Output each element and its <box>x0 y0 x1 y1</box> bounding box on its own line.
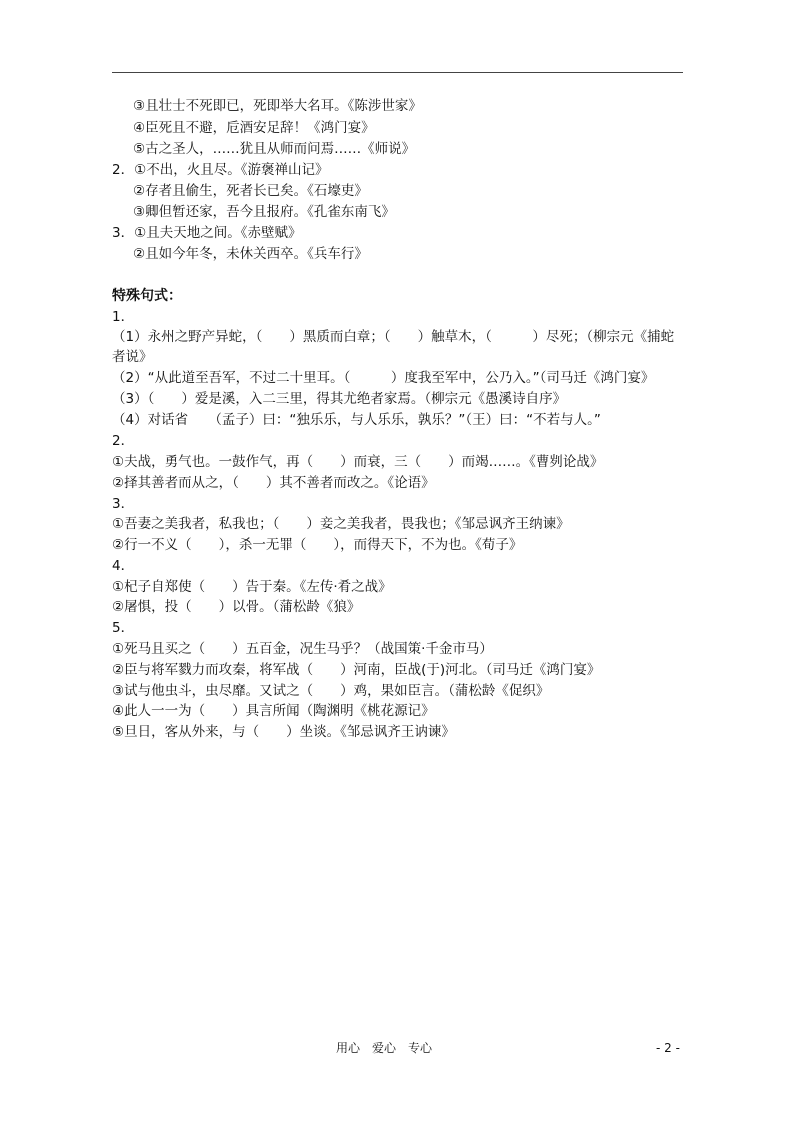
text-line: 3．①且夫天地之间。《赤壁赋》 <box>112 225 302 241</box>
text-line: ②且如今年冬，未休关西卒。《兵车行》 <box>133 246 368 262</box>
text-line: ⑤旦日，客从外来，与（ ）坐谈。《邹忌讽齐王讷谏》 <box>112 724 455 740</box>
text-line: （2）“从此道至吾军，不过二十里耳。（ ）度我至军中，公乃入。”（司马迁《鸿门宴》 <box>112 370 655 386</box>
text-line: 1． <box>112 309 135 325</box>
text-line: ③卿但暂还家，吾今且报府。《孔雀东南飞》 <box>133 204 395 220</box>
text-line: ①杞子自郑使（ ）告于秦。《左传·肴之战》 <box>112 579 392 595</box>
section-heading: 特殊句式： <box>112 288 182 304</box>
text-line: ②臣与将军戮力而攻秦，将军战（ ）河南，臣战(于)河北。（司马迁《鸿门宴》 <box>112 662 601 678</box>
text-line: 4． <box>112 558 135 574</box>
page-number: - 2 - <box>656 1041 680 1055</box>
text-line: （3）（ ）爱是溪，入二三里，得其尤绝者家焉。（柳宗元《愚溪诗自序》 <box>112 391 567 407</box>
text-line: ②择其善者而从之，（ ）其不善者而改之。《论语》 <box>112 475 435 491</box>
text-line: （4）对话省 （孟子）曰：“独乐乐，与人乐乐，孰乐？”（王）曰：“不若与人。” <box>112 412 601 428</box>
text-line: ④臣死且不避，卮酒安足辞！《鸿门宴》 <box>133 120 375 136</box>
text-line: ③试与他虫斗，虫尽靡。又试之（ ）鸡，果如臣言。（蒲松龄《促织》 <box>112 683 550 699</box>
text-line: ①死马且买之（ ）五百金，况生马乎？（战国策·千金市马） <box>112 641 493 657</box>
text-line: 2．①不出，火且尽。《游褒禅山记》 <box>112 162 329 178</box>
text-line: ②存者且偷生，死者长已矣。《石壕吏》 <box>133 183 368 199</box>
text-line: ②行一不义（ ），杀一无罪（ ），而得天下，不为也。《荀子》 <box>112 537 523 553</box>
text-line: ④此人一一为（ ）具言所闻（陶渊明《桃花源记》 <box>112 703 435 719</box>
text-line: ①夫战，勇气也。一鼓作气，再（ ）而衰，三（ ）而竭……。《曹刿论战》 <box>112 454 604 470</box>
text-line: （1）永州之野产异蛇，（ ）黑质而白章；（ ）触草木，（ ）尽死；（柳宗元《捕蛇 <box>112 329 675 345</box>
text-line: 5． <box>112 620 135 636</box>
text-line: 3． <box>112 496 135 512</box>
footer-motto: 用心 爱心 专心 <box>336 1041 433 1055</box>
header-rule <box>112 72 683 73</box>
text-line: ②屠惧，投（ ）以骨。（蒲松龄《狼》 <box>112 599 361 615</box>
text-line: ⑤古之圣人，……犹且从师而问焉……《师说》 <box>133 141 416 157</box>
text-line: 者说》 <box>112 349 153 365</box>
text-line: ①吾妻之美我者，私我也；（ ）妾之美我者，畏我也；《邹忌讽齐王纳谏》 <box>112 516 570 532</box>
text-line: ③且壮士不死即已，死即举大名耳。《陈涉世家》 <box>133 98 422 114</box>
text-line: 2． <box>112 433 135 449</box>
